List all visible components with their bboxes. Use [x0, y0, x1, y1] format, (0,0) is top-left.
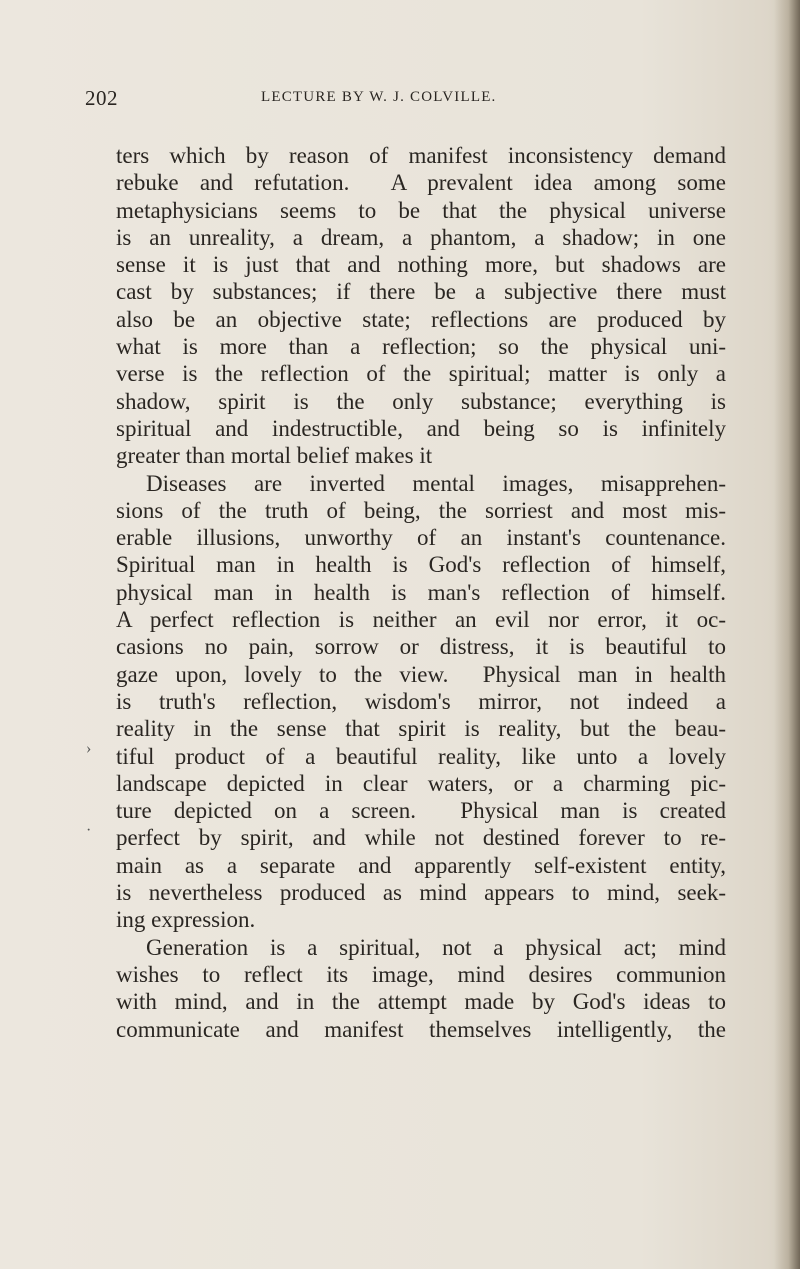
margin-tick-mark: ›	[86, 740, 92, 757]
text-line: physical man in health is man's reflection of himself.	[116, 579, 726, 605]
text-line-paragraph-start: Diseases are inverted mental images, misapprehen-	[146, 470, 726, 496]
text-line: landscape depicted in clear waters, or a charming pic-	[116, 770, 726, 796]
page-number: 202	[85, 86, 118, 110]
text-line: tiful product of a beautiful reality, like unto a lovely	[116, 743, 726, 769]
text-line: erable illusions, unworthy of an instant's countenance.	[116, 525, 726, 551]
text-line: gaze upon, lovely to the view. Physical man in health	[116, 661, 726, 687]
margin-dot-mark: ·	[86, 822, 92, 839]
text-line: wishes to reflect its image, mind desires communion	[116, 961, 726, 987]
body-text	[116, 142, 726, 1043]
text-line: also be an objective state; reflections are produced by	[116, 306, 726, 332]
text-line: shadow, spirit is the only substance; everything is	[116, 388, 726, 414]
text-line: what is more than a reflection; so the physical uni-	[116, 334, 726, 360]
text-line: is an unreality, a dream, a phantom, a shadow; in one	[116, 224, 726, 250]
text-line: A perfect reflection is neither an evil nor error, it oc-	[116, 607, 726, 633]
text-line: Spiritual man in health is God's reflection of himself,	[116, 552, 726, 578]
text-line: communicate and manifest themselves intelligently, the	[116, 1016, 726, 1042]
text-line: casions no pain, sorrow or distress, it is beautiful to	[116, 634, 726, 660]
text-line: perfect by spirit, and while not destined forever to re-	[116, 825, 726, 851]
text-line: with mind, and in the attempt made by God's ideas to	[116, 989, 726, 1015]
text-line: ters which by reason of manifest inconsistency demand	[116, 143, 726, 168]
text-line: reality in the sense that spirit is reality, but the beau-	[116, 716, 726, 742]
text-line: is truth's reflection, wisdom's mirror, not indeed a	[116, 688, 726, 714]
text-line: ture depicted on a screen. Physical man is created	[116, 798, 726, 824]
text-line: sions of the truth of being, the sorriest and most mis-	[116, 497, 726, 523]
text-line: sense it is just that and nothing more, but shadows are	[116, 252, 726, 278]
text-line: greater than mortal belief makes it	[116, 443, 433, 469]
running-head	[85, 86, 685, 110]
text-line: verse is the reflection of the spiritual; matter is only a	[116, 361, 726, 387]
text-line-paragraph-start: Generation is a spiritual, not a physical act; mind	[146, 934, 726, 960]
text-line: cast by substances; if there be a subjective there must	[116, 279, 726, 305]
page-binding-shadow	[774, 0, 800, 1269]
text-line: rebuke and refutation. A prevalent idea among some	[116, 170, 726, 196]
text-line: spiritual and indestructible, and being so is infinitely	[116, 415, 726, 441]
running-title: LECTURE BY W. J. COLVILLE.	[261, 89, 497, 105]
text-line: metaphysicians seems to be that the physical universe	[116, 197, 726, 223]
text-line: is nevertheless produced as mind appears to mind, seek-	[116, 880, 726, 906]
text-line: ing expression.	[116, 907, 256, 933]
text-line: main as a separate and apparently self-existent entity,	[116, 852, 726, 878]
